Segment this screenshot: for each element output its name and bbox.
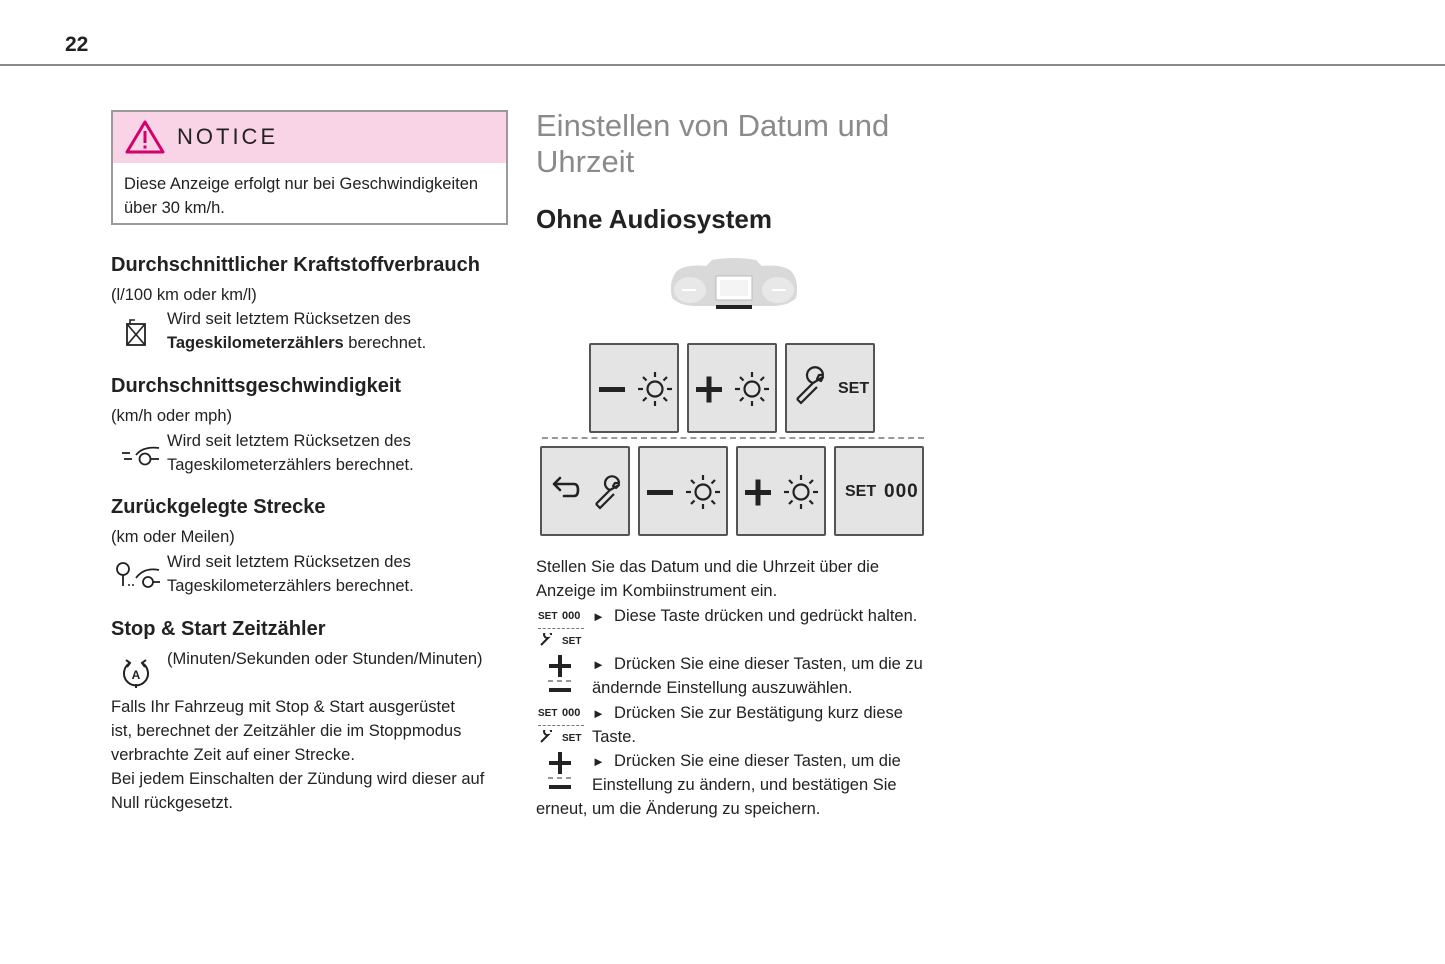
bullet-arrow: ► [592, 609, 605, 624]
distance-unit: (km oder Meilen) [111, 528, 235, 546]
stopstart-line: Falls Ihr Fahrzeug mit Stop & Start ausgerüstet [111, 698, 455, 716]
instrument-cluster-icon [668, 256, 800, 310]
header-divider [0, 64, 1445, 66]
distance-icon [113, 560, 163, 592]
step-2-line: ändernde Einstellung auszuwählen. [592, 679, 853, 697]
step-1-line [592, 604, 917, 629]
bullet-arrow: ► [592, 657, 605, 672]
plus-brightness-icon [689, 345, 779, 435]
speed-desc-line2: Tageskilometerzählers berechnet. [167, 456, 414, 474]
page-number: 22 [65, 33, 89, 56]
distance-heading: Zurückgelegte Strecke [111, 496, 326, 518]
fuel-unit: (l/100 km oder km/l) [111, 286, 257, 304]
brightness-plus-button-2[interactable] [736, 446, 826, 536]
section-title: Einstellen von Datum und Uhrzeit [536, 108, 890, 179]
fuel-desc-line2 [167, 331, 426, 355]
notice-box [111, 110, 508, 225]
step-3-text: Drücken Sie zur Bestätigung kurz diese [614, 704, 903, 722]
step-4-line [592, 749, 901, 774]
mini-wrench-icon [539, 730, 555, 744]
stopstart-unit: (Minuten/Sekunden oder Stunden/Minuten) [167, 650, 483, 668]
minus-brightness-icon [591, 345, 681, 435]
step-2-text: Drücken Sie eine dieser Tasten, um die zu [614, 655, 923, 673]
fuel-desc-rest: berechnet. [343, 334, 427, 352]
panel-divider [542, 437, 924, 439]
speed-desc-line1: Wird seit letztem Rücksetzen des [167, 432, 411, 450]
mini-plus-minus-icon [547, 752, 573, 794]
fuel-pump-icon [122, 318, 150, 348]
mini-zero-label: 000 [562, 707, 581, 719]
brightness-minus-button-2[interactable] [638, 446, 728, 536]
notice-text: Diese Anzeige erfolgt nur bei Geschwindigkeiten über 30 km/h. [124, 175, 479, 217]
stopstart-line: Null rückgesetzt. [111, 794, 233, 812]
step-4-line: Einstellung zu ändern, und bestätigen Sie [592, 776, 897, 794]
mini-set-label: SET [562, 636, 582, 647]
stop-start-icon [121, 656, 151, 690]
notice-header [113, 112, 506, 163]
bullet-arrow: ► [592, 706, 605, 721]
intro-line: Stellen Sie das Datum und die Uhrzeit über die [536, 558, 880, 576]
distance-desc-line1: Wird seit letztem Rücksetzen des [167, 553, 411, 571]
step-3-line: Taste. [592, 728, 637, 746]
stopstart-line: ist, berechnet der Zeitzähler die im Stoppmodus [111, 722, 462, 740]
intro-line: Anzeige im Kombiinstrument ein. [536, 582, 778, 600]
fuel-heading: Durchschnittlicher Kraftstoffverbrauch [111, 254, 480, 276]
stopstart-line: verbrachte Zeit auf einer Strecke. [111, 746, 355, 764]
mini-divider [538, 725, 584, 726]
plus-brightness-icon [738, 448, 828, 538]
stopstart-heading: Stop & Start Zeitzähler [111, 618, 326, 640]
fuel-desc-line1: Wird seit letztem Rücksetzen des [167, 310, 411, 328]
fuel-desc-bold: Tageskilometerzählers [167, 334, 344, 352]
mini-set-label: SET [562, 733, 582, 744]
section-subtitle: Ohne Audiosystem [536, 204, 772, 234]
step-3-line [592, 701, 903, 726]
back-arrow-icon [542, 448, 632, 538]
step-1-text: Diese Taste drücken und gedrückt halten. [614, 607, 918, 625]
back-wrench-button[interactable] [540, 446, 630, 536]
distance-desc-line2: Tageskilometerzählers berechnet. [167, 577, 414, 595]
step-4-text: Drücken Sie eine dieser Tasten, um die [614, 752, 901, 770]
wrench-set-button[interactable] [785, 343, 875, 433]
speed-heading: Durchschnittsgeschwindigkeit [111, 375, 402, 397]
bullet-arrow: ► [592, 754, 605, 769]
stopstart-line: Bei jedem Einschalten der Zündung wird dieser auf [111, 770, 485, 788]
warning-triangle-icon [125, 119, 165, 155]
zero-label: 000 [884, 481, 919, 502]
step-2-line [592, 652, 923, 677]
step-4-line: erneut, um die Änderung zu speichern. [536, 800, 821, 818]
mini-set-label: SET [538, 611, 558, 622]
minus-brightness-icon [640, 448, 730, 538]
set-label: SET [838, 380, 870, 397]
brightness-plus-button[interactable] [687, 343, 777, 433]
brightness-minus-button[interactable] [589, 343, 679, 433]
set-label: SET [845, 483, 877, 500]
mini-plus-minus-icon [547, 655, 573, 697]
speed-unit: (km/h oder mph) [111, 407, 233, 425]
stopstart-paragraph [111, 695, 501, 815]
mini-divider [538, 628, 584, 629]
set-000-button[interactable] [834, 446, 924, 536]
average-speed-icon [119, 443, 163, 469]
svg-text:A: A [131, 668, 141, 682]
mini-zero-label: 000 [562, 610, 581, 622]
mini-set-label: SET [538, 708, 558, 719]
mini-wrench-icon [539, 633, 555, 647]
notice-title: NOTICE [177, 124, 279, 149]
